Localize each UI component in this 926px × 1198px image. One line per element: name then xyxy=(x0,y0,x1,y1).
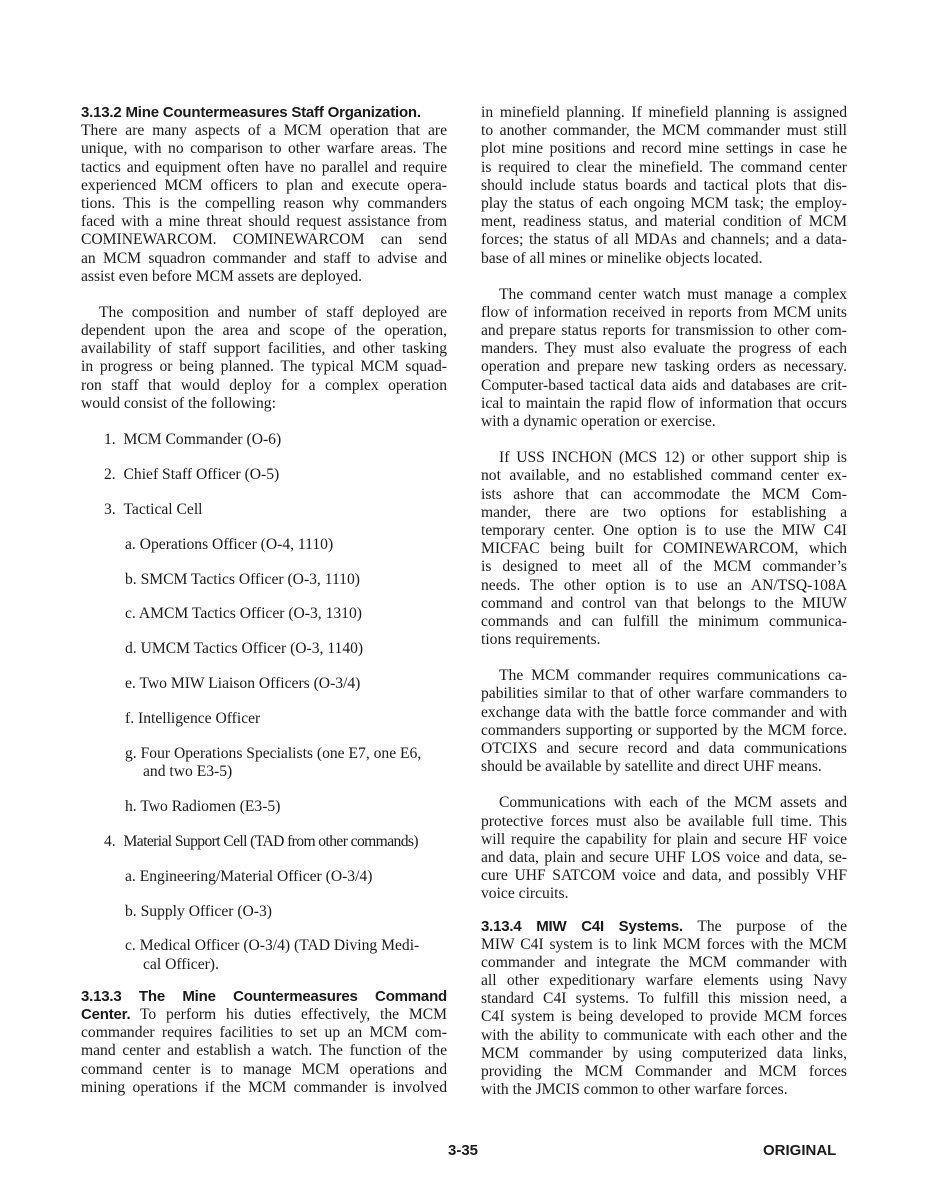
list-marker: 3. xyxy=(104,500,116,518)
text-line: The command center watch must manage a complex xyxy=(499,285,847,303)
inchon-paragraph xyxy=(481,449,847,649)
text-line: will require the capability for plain and secure HF voice xyxy=(481,830,847,848)
text-line: mining operations if the MCM commander is involved xyxy=(81,1078,447,1096)
list-item-text: Two MIW Liaison Officers (O-3/4) xyxy=(139,675,361,693)
text-line: should include status boards and tactical plots that dis- xyxy=(481,176,847,194)
list-item-text: Intelligence Officer xyxy=(138,710,261,727)
list-marker: a. xyxy=(125,867,136,885)
list-marker: e. xyxy=(125,675,136,693)
text-line: assist even before MCM assets are deployed. xyxy=(81,267,363,285)
text-line: with a dynamic operation or exercise. xyxy=(481,413,716,430)
section-heading-continuation: Center. xyxy=(81,1006,131,1023)
text-line: ron staff that would deploy for a complex operation xyxy=(81,376,447,394)
text-line: in progress or being planned. The typical MCM squad- xyxy=(81,358,447,376)
text-line: in minefield planning. If minefield planning is assigned xyxy=(481,104,847,121)
list-marker: 1. xyxy=(104,431,116,448)
list-item-text: Four Operations Specialists (one E7, one E6, xyxy=(140,744,422,762)
text-run: To perform his duties effectively, the MCM xyxy=(130,1006,447,1023)
text-line: tactics and equipment often have no parallel and require xyxy=(81,158,447,176)
list-item-text: UMCM Tactics Officer (O-3, 1140) xyxy=(140,640,364,658)
list-item-text: Chief Staff Officer (O-5) xyxy=(123,465,280,483)
text-line: all other expeditionary warfare elements using Navy xyxy=(481,972,847,990)
list-item-text: Operations Officer (O-4, 1110) xyxy=(139,535,334,553)
text-line: MCM commander by using computerized data links, xyxy=(481,1044,847,1062)
text-line: and data, plain and secure UHF LOS voice and data, se- xyxy=(481,848,847,866)
text-line: If USS INCHON (MCS 12) or other support ship is xyxy=(499,449,847,467)
text-line: to another commander, the MCM commander must still xyxy=(481,122,847,140)
text-line: experienced MCM officers to plan and execute opera- xyxy=(81,176,447,194)
text-line: pabilities similar to that of other warfare commanders to xyxy=(481,685,847,703)
page-number: 3-35 xyxy=(448,1142,479,1159)
text-line: There are many aspects of a MCM operation that are xyxy=(81,122,447,140)
text-line: forces; the status of all MDAs and channels; and a data- xyxy=(481,231,847,249)
sub-list-item-continuation: and two E3-5) xyxy=(143,763,233,781)
text-line: faced with a mine threat should request assistance from xyxy=(81,213,447,231)
comms-paragraph xyxy=(481,667,847,776)
section-heading: 3.13.4 MIW C4I Systems. xyxy=(481,917,683,935)
text-line: ists ashore that can accommodate the MCM Com- xyxy=(481,485,847,503)
list-item-text: MCM Commander (O-6) xyxy=(123,431,282,448)
text-line: is required to clear the minefield. The command center xyxy=(481,158,847,176)
list-item-text: Material Support Cell (TAD from other commands) xyxy=(123,832,418,850)
right-column xyxy=(481,104,847,1099)
text-line: The MCM commander requires communications ca- xyxy=(499,667,847,685)
text-line: voice circuits. xyxy=(481,885,569,903)
text-line: exchange data with the battle force commander and with xyxy=(481,703,847,721)
text-line: commands and can fulfill the minimum communica- xyxy=(481,612,847,630)
text-line: Computer-based tactical data aids and databases are crit- xyxy=(481,376,847,394)
text-line: and prepare status reports for transmission to other com- xyxy=(481,322,847,340)
text-line: C4I system is being developed to provide MCM forces xyxy=(481,1008,847,1026)
list-item-text: Two Radiomen (E3-5) xyxy=(140,797,281,815)
text-line: operation and prepare new tasking orders as necessary. xyxy=(481,358,847,376)
continuation-paragraph xyxy=(481,104,847,268)
text-line: Communications with each of the MCM assets and xyxy=(499,794,847,812)
list-item-text: Tactical Cell xyxy=(123,500,203,518)
list-marker: d. xyxy=(125,640,137,658)
text-line: MICFAC being built for COMINEWARCOM, which xyxy=(481,540,847,558)
list-item-text: Medical Officer (O-3/4) (TAD Diving Medi- xyxy=(139,937,420,955)
text-line: with the ability to communicate with each other and the xyxy=(481,1026,847,1044)
text-line: should be available by satellite and direct UHF means. xyxy=(481,758,822,776)
text-line: COMINEWARCOM. COMINEWARCOM can send xyxy=(81,231,447,249)
sub-list-item xyxy=(81,536,447,554)
text-line: availability of staff support facilities, and other tasking xyxy=(81,340,447,358)
sub-list-item xyxy=(81,745,447,763)
text-line: base of all mines or minelike objects located. xyxy=(481,249,763,267)
text-line: an MCM squadron commander and staff to advise and xyxy=(81,249,447,267)
text-line: The composition and number of staff deployed are xyxy=(99,303,447,321)
list-item xyxy=(81,501,447,519)
section-3-13-4 xyxy=(481,918,847,1100)
text-line: temporary center. One option is to use the MIW C4I xyxy=(481,521,847,539)
list-marker: a. xyxy=(125,535,136,553)
text-line: dependent upon the area and scope of the operation, xyxy=(81,322,447,340)
text-line: mander, there are two options for establishing a xyxy=(481,503,847,521)
list-item-text: Engineering/Material Officer (O-3/4) xyxy=(139,867,373,885)
sub-list-item xyxy=(81,605,447,623)
text-run: The purpose of the xyxy=(682,917,847,935)
sub-list-item xyxy=(81,571,447,589)
text-line: with the JMCIS common to other warfare forces. xyxy=(481,1081,788,1099)
list-marker: c. xyxy=(125,937,136,955)
text-line: unique, with no comparison to other warfare areas. The xyxy=(81,140,447,158)
text-line: commander and integrate the MCM commander with xyxy=(481,953,847,971)
list-item xyxy=(81,431,447,449)
text-line: MIW C4I system is to link MCM forces with the MCM xyxy=(481,935,847,953)
sub-list-item xyxy=(81,868,447,886)
sub-list-item xyxy=(81,675,447,693)
sub-list-item-continuation: cal Officer). xyxy=(143,955,219,973)
text-line: command and control van that belongs to the MIUW xyxy=(481,594,847,612)
text-line: standard C4I systems. To fulfill this mission need, a xyxy=(481,990,847,1008)
list-marker: 2. xyxy=(104,465,116,483)
watch-paragraph xyxy=(481,286,847,432)
text-line: cure UHF SATCOM voice and data, and possibly VHF xyxy=(481,867,847,885)
text-line: providing the MCM Commander and MCM forces xyxy=(481,1063,847,1080)
text-line: mand center and establish a watch. The function of the xyxy=(81,1042,447,1060)
text-line: plot mine positions and record mine settings in case he xyxy=(481,140,847,158)
list-item-text: SMCM Tactics Officer (O-3, 1110) xyxy=(140,570,360,588)
list-marker: 4. xyxy=(104,832,116,850)
text-line: commanders supporting or supported by the MCM force. xyxy=(481,721,847,739)
section-heading: 3.13.3 The Mine Countermeasures Command xyxy=(81,987,447,1005)
text-line: commander requires facilities to set up an MCM com- xyxy=(81,1024,447,1042)
text-line: ment, readiness status, and material condition of MCM xyxy=(481,213,847,231)
sub-list-item xyxy=(81,937,447,955)
composition-paragraph xyxy=(81,304,447,413)
text-line: tions. This is the compelling reason why commanders xyxy=(81,194,447,212)
text-line: OTCIXS and secure record and data communications xyxy=(481,740,847,757)
text-line xyxy=(81,1006,447,1024)
list-marker: b. xyxy=(125,570,137,588)
text-line: command center is to manage MCM operations and xyxy=(81,1060,447,1078)
sub-list-item xyxy=(81,710,447,728)
left-column xyxy=(81,104,447,1097)
list-marker: g. xyxy=(125,744,137,762)
sub-list-item xyxy=(81,903,447,921)
sub-list-item xyxy=(81,640,447,658)
list-marker: f. xyxy=(125,710,135,727)
list-item-text: AMCM Tactics Officer (O-3, 1310) xyxy=(138,605,362,623)
text-line: flow of information received in reports from MCM units xyxy=(481,303,847,321)
list-item xyxy=(81,466,447,484)
section-heading: 3.13.2 Mine Countermeasures Staff Organization. xyxy=(81,104,421,121)
text-line: ical to maintain the rapid flow of information that occurs xyxy=(481,394,847,412)
assets-paragraph xyxy=(481,794,847,903)
section-3-13-2 xyxy=(81,104,447,286)
text-line: not available, and no established command center ex- xyxy=(481,467,847,485)
list-item-text: Supply Officer (O-3) xyxy=(140,902,272,920)
text-line: protective forces must also be available full time. This xyxy=(481,812,847,830)
text-line: manders. They must also evaluate the progress of each xyxy=(481,340,847,358)
text-line: is designed to meet all of the MCM commander’s xyxy=(481,558,847,576)
list-marker: h. xyxy=(125,797,137,815)
staff-list xyxy=(81,431,447,974)
list-marker: c. xyxy=(125,605,136,623)
list-item xyxy=(81,833,447,851)
list-marker: b. xyxy=(125,902,137,920)
text-line: play the status of each ongoing MCM task; the employ- xyxy=(481,194,847,212)
sub-list-item xyxy=(81,798,447,816)
document-status: ORIGINAL xyxy=(763,1142,837,1159)
text-line xyxy=(481,918,847,936)
text-line: would consist of the following: xyxy=(81,394,276,412)
section-3-13-3 xyxy=(81,988,447,1097)
text-line: needs. The other option is to use an AN/TSQ-108A xyxy=(481,576,847,594)
text-line: tions requirements. xyxy=(481,631,601,649)
